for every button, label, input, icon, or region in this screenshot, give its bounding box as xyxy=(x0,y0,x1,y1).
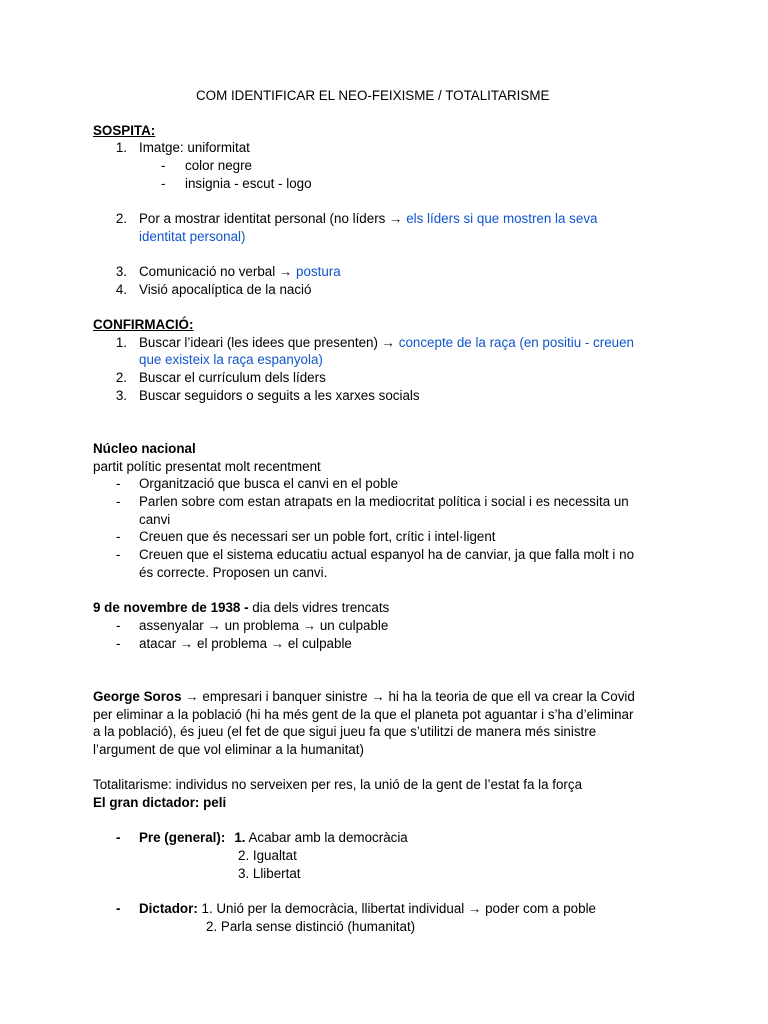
nucleo-item-4-cont: és correcte. Proposen un canvi. xyxy=(139,565,328,580)
sospita-num-1: 1. xyxy=(115,140,127,155)
sospita-item-2-note: els líders si que mostren la seva xyxy=(406,211,598,226)
confirmacio-heading: CONFIRMACIÓ: xyxy=(93,317,194,332)
novembre-line xyxy=(93,599,389,617)
sospita-subitem-2: insignia - escut - logo xyxy=(185,176,312,191)
soros-line-3: a la població), és jueu (el fet de que sigui jueu fa que s’utilitzi de manera més sinistre xyxy=(93,724,597,739)
bullet-dash: - xyxy=(116,476,121,491)
pre-num-1: 1. xyxy=(234,830,246,845)
pre-label: Pre (general): xyxy=(139,830,226,845)
nucleo-item-1: Organització que busca el canvi en el poble xyxy=(139,476,399,491)
confirmacio-item-1-note-cont: que existeix la raça espanyola) xyxy=(139,352,323,367)
bullet-dash: - xyxy=(116,618,121,633)
sospita-item-2-note-cont: identitat personal) xyxy=(139,229,246,244)
confirmacio-num-2: 2. xyxy=(115,370,127,385)
bullet-dash: - xyxy=(116,494,121,509)
confirmacio-num-1: 1. xyxy=(115,335,127,350)
bullet-dash: - xyxy=(161,176,166,191)
confirmacio-item-1-note: concepte de la raça (en positiu - creuen xyxy=(398,335,634,350)
sospita-item-4: Visió apocalíptica de la nació xyxy=(139,282,312,297)
soros-line-2: per eliminar a la població (hi ha més gent de la que el planeta pot aguantar i s’ha d’eliminar xyxy=(93,707,634,722)
nucleo-item-4: Creuen que el sistema educatiu actual espanyol ha de canviar, ja que falla molt i no xyxy=(139,547,635,562)
soros-line-4: l’argument de que vol eliminar a la humanitat) xyxy=(93,742,364,757)
bullet-dash: - xyxy=(116,636,121,651)
sospita-num-3: 3. xyxy=(115,264,127,279)
pre-item-1: Acabar amb la democràcia xyxy=(245,830,408,845)
sospita-heading: SOSPITA: xyxy=(93,123,156,138)
confirmacio-num-3: 3. xyxy=(115,388,127,403)
soros-text-1: → empresari i banquer sinistre → hi ha la teoria de que ell va crear la Covid xyxy=(181,689,635,704)
sospita-num-2: 2. xyxy=(115,211,127,226)
soros-line-1 xyxy=(93,688,635,706)
sospita-subitem-1: color negre xyxy=(185,158,252,173)
bullet-dash: - xyxy=(116,529,121,544)
dictador-item-2: 2. Parla sense distinció (humanitat) xyxy=(206,919,416,934)
bullet-dash: - xyxy=(161,158,166,173)
totalitarisme-line: Totalitarisme: individus no serveixen per res, la unió de la gent de l’estat fa la força xyxy=(93,777,583,792)
sospita-num-4: 4. xyxy=(115,282,127,297)
pre-item-2: 2. Igualtat xyxy=(238,848,297,863)
sospita-item-1: Imatge: uniformitat xyxy=(139,140,250,155)
confirmacio-item-1-text: Buscar l’ideari (les idees que presenten) → xyxy=(139,335,399,350)
novembre-text: dia dels vidres trencats xyxy=(248,600,390,615)
dictador-label: Dictador: xyxy=(139,901,198,916)
nucleo-item-2-cont: canvi xyxy=(139,512,171,527)
nucleo-item-2: Parlen sobre com estan atrapats en la mediocritat política i social i es necessita un xyxy=(139,494,629,509)
pre-line xyxy=(139,829,408,847)
novembre-item-1: assenyalar → un problema → un culpable xyxy=(139,618,389,633)
sospita-item-3 xyxy=(139,263,341,281)
nucleo-subtitle: partit polític presentat molt recentment xyxy=(93,459,321,474)
sospita-item-2 xyxy=(139,210,597,228)
novembre-item-2: atacar → el problema → el culpable xyxy=(139,636,352,651)
bullet-dash: - xyxy=(116,901,121,916)
sospita-item-3-text: Comunicació no verbal → xyxy=(139,264,297,279)
page-title: COM IDENTIFICAR EL NEO-FEIXISME / TOTALITARISME xyxy=(196,88,550,103)
soros-name: George Soros xyxy=(93,689,182,704)
dictador-line xyxy=(139,900,596,918)
dictador-film-title: El gran dictador: peli xyxy=(93,795,227,810)
confirmacio-item-3: Buscar seguidors o seguits a les xarxes socials xyxy=(139,388,420,403)
confirmacio-item-2: Buscar el currículum dels líders xyxy=(139,370,326,385)
dictador-item-1: 1. Unió per la democràcia, llibertat individual → poder com a poble xyxy=(197,901,596,916)
confirmacio-item-1 xyxy=(139,334,634,352)
nucleo-item-3: Creuen que és necessari ser un poble fort, crític i intel·ligent xyxy=(139,529,496,544)
nucleo-heading: Núcleo nacional xyxy=(93,441,196,456)
sospita-item-2-text: Por a mostrar identitat personal (no líders → xyxy=(139,211,407,226)
bullet-dash: - xyxy=(116,830,121,845)
bullet-dash: - xyxy=(116,547,121,562)
sospita-item-3-note: postura xyxy=(296,264,341,279)
novembre-date: 9 de novembre de 1938 - xyxy=(93,600,249,615)
pre-item-3: 3. Llibertat xyxy=(238,866,301,881)
